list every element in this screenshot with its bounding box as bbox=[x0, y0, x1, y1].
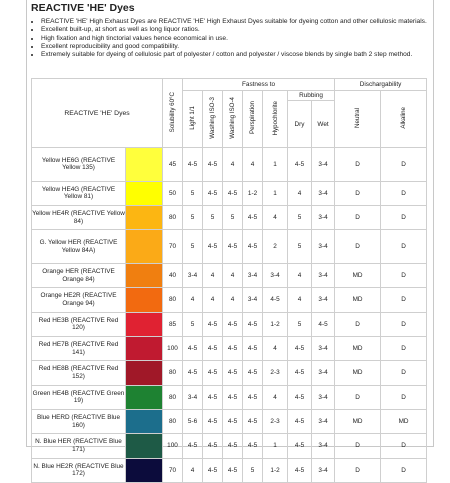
value-cell: D bbox=[335, 230, 381, 264]
color-swatch bbox=[126, 458, 163, 483]
value-cell: 70 bbox=[163, 230, 183, 264]
feature-bullet: • Excellent reproducibility and good compatibility. bbox=[41, 43, 436, 51]
fastness-col-header: Light 1/1 bbox=[183, 91, 203, 148]
dye-name-cell: Orange HE2R (REACTIVE Orange 94) bbox=[32, 288, 126, 312]
value-cell: 4-5 bbox=[243, 361, 263, 385]
value-cell: 1-2 bbox=[243, 181, 263, 205]
table-row bbox=[32, 458, 427, 483]
value-cell: 1-2 bbox=[263, 458, 288, 483]
value-cell: 4-5 bbox=[203, 181, 223, 205]
table-row bbox=[32, 263, 427, 287]
value-cell: D bbox=[381, 361, 427, 385]
value-cell: D bbox=[381, 205, 427, 229]
fastness-col-header: Washing ISO-4 bbox=[223, 91, 243, 148]
page-title: REACTIVE 'HE' Dyes bbox=[31, 2, 135, 14]
fastness-col-header: Washing ISO-3 bbox=[203, 91, 223, 148]
value-cell: 5 bbox=[183, 205, 203, 229]
value-cell: D bbox=[335, 148, 381, 182]
value-cell: 3-4 bbox=[312, 230, 335, 264]
value-cell: 70 bbox=[163, 458, 183, 483]
value-cell: 1 bbox=[263, 181, 288, 205]
dye-name-cell: N. Blue HE2R (REACTIVE Blue 172) bbox=[32, 458, 126, 483]
table-row bbox=[32, 312, 427, 336]
value-cell: D bbox=[335, 434, 381, 458]
value-cell: 4 bbox=[183, 288, 203, 312]
value-cell: 3-4 bbox=[312, 288, 335, 312]
color-swatch bbox=[126, 288, 163, 312]
value-cell: 4-5 bbox=[203, 361, 223, 385]
value-cell: 5 bbox=[183, 312, 203, 336]
value-cell: 5 bbox=[288, 205, 312, 229]
value-cell: 3-4 bbox=[312, 434, 335, 458]
value-cell: 5 bbox=[223, 205, 243, 229]
rubbing-col-header: Wet bbox=[312, 101, 335, 148]
value-cell: 5 bbox=[203, 205, 223, 229]
value-cell: 4-5 bbox=[288, 409, 312, 433]
value-cell: D bbox=[335, 385, 381, 409]
rubbing-col-header: Dry bbox=[288, 101, 312, 148]
value-cell: 80 bbox=[163, 205, 183, 229]
dye-properties-table bbox=[31, 78, 427, 483]
dye-name-cell: Yellow HE4G (REACTIVE Yellow 81) bbox=[32, 181, 126, 205]
value-cell: 4-5 bbox=[312, 312, 335, 336]
value-cell: 4-5 bbox=[203, 336, 223, 360]
color-swatch bbox=[126, 205, 163, 229]
dye-table-body bbox=[32, 148, 427, 483]
value-cell: 4 bbox=[263, 385, 288, 409]
value-cell: 4-5 bbox=[243, 336, 263, 360]
value-cell: 4 bbox=[288, 263, 312, 287]
feature-bullet: • Excellent built-up, at short as well as long liquor ratios. bbox=[41, 26, 436, 34]
value-cell: 40 bbox=[163, 263, 183, 287]
value-cell: 4-5 bbox=[288, 336, 312, 360]
value-cell: 5 bbox=[183, 230, 203, 264]
value-cell: 4-5 bbox=[243, 385, 263, 409]
value-cell: 80 bbox=[163, 361, 183, 385]
value-cell: 85 bbox=[163, 312, 183, 336]
feature-list bbox=[31, 18, 436, 59]
discharge-col-header: Neutral bbox=[335, 91, 381, 148]
value-cell: D bbox=[381, 336, 427, 360]
value-cell: 100 bbox=[163, 336, 183, 360]
dye-name-cell: Red HE8B (REACTIVE Red 152) bbox=[32, 361, 126, 385]
value-cell: MD bbox=[335, 336, 381, 360]
value-cell: 4-5 bbox=[183, 148, 203, 182]
value-cell: 4-5 bbox=[288, 434, 312, 458]
value-cell: 4-5 bbox=[288, 458, 312, 483]
value-cell: 4-5 bbox=[203, 312, 223, 336]
value-cell: D bbox=[381, 434, 427, 458]
value-cell: 3-4 bbox=[312, 458, 335, 483]
value-cell: D bbox=[381, 312, 427, 336]
value-cell: 4-5 bbox=[243, 409, 263, 433]
table-row bbox=[32, 230, 427, 264]
dischargability-header: Dischargability bbox=[335, 79, 427, 91]
value-cell: MD bbox=[335, 263, 381, 287]
value-cell: 3-4 bbox=[243, 288, 263, 312]
value-cell: 4-5 bbox=[223, 361, 243, 385]
fastness-header: Fastness to bbox=[183, 79, 335, 91]
value-cell: 3-4 bbox=[312, 181, 335, 205]
table-row bbox=[32, 385, 427, 409]
dye-name-cell: Red HE3B (REACTIVE Red 120) bbox=[32, 312, 126, 336]
value-cell: 4-5 bbox=[288, 361, 312, 385]
color-swatch bbox=[126, 336, 163, 360]
value-cell: 5 bbox=[288, 312, 312, 336]
value-cell: 4 bbox=[263, 336, 288, 360]
value-cell: D bbox=[335, 458, 381, 483]
table-row bbox=[32, 361, 427, 385]
value-cell: 4-5 bbox=[223, 409, 243, 433]
value-cell: 2-3 bbox=[263, 361, 288, 385]
value-cell: 80 bbox=[163, 385, 183, 409]
value-cell: 4 bbox=[263, 205, 288, 229]
value-cell: 4-5 bbox=[203, 458, 223, 483]
value-cell: 80 bbox=[163, 288, 183, 312]
dye-name-cell: Blue HERD (REACTIVE Blue 160) bbox=[32, 409, 126, 433]
value-cell: D bbox=[381, 181, 427, 205]
value-cell: 3-4 bbox=[312, 205, 335, 229]
value-cell: 3-4 bbox=[183, 385, 203, 409]
feature-bullet: • Extremely suitable for dyeing of cellulosic part of polyester / cotton and polyester / viscose blends by single bath 2 step method. bbox=[41, 51, 436, 59]
value-cell: 4 bbox=[203, 263, 223, 287]
value-cell: D bbox=[381, 458, 427, 483]
fastness-col-header: Perspiration bbox=[243, 91, 263, 148]
value-cell: MD bbox=[381, 409, 427, 433]
value-cell: 50 bbox=[163, 181, 183, 205]
dye-name-cell: G. Yellow HER (REACTIVE Yellow 84A) bbox=[32, 230, 126, 264]
table-row bbox=[32, 148, 427, 182]
value-cell: 4-5 bbox=[243, 434, 263, 458]
value-cell: 3-4 bbox=[312, 361, 335, 385]
value-cell: 3-4 bbox=[183, 263, 203, 287]
value-cell: 4-5 bbox=[243, 205, 263, 229]
value-cell: 4 bbox=[183, 458, 203, 483]
value-cell: D bbox=[381, 288, 427, 312]
value-cell: 4 bbox=[223, 148, 243, 182]
dye-name-header: REACTIVE 'HE' Dyes bbox=[32, 79, 163, 148]
feature-bullet: • REACTIVE 'HE' High Exhaust Dyes are REACTIVE 'HE' High Exhaust Dyes suitable for dyeing cotton and other cellulosic materials. bbox=[41, 18, 436, 26]
table-row bbox=[32, 409, 427, 433]
value-cell: MD bbox=[335, 288, 381, 312]
value-cell: 4-5 bbox=[183, 434, 203, 458]
color-swatch bbox=[126, 409, 163, 433]
value-cell: 4-5 bbox=[223, 312, 243, 336]
discharge-col-header: Alkaline bbox=[381, 91, 427, 148]
value-cell: 4-5 bbox=[223, 230, 243, 264]
value-cell: 4-5 bbox=[288, 385, 312, 409]
color-swatch bbox=[126, 263, 163, 287]
value-cell: 4-5 bbox=[243, 312, 263, 336]
color-swatch bbox=[126, 361, 163, 385]
value-cell: 4 bbox=[243, 148, 263, 182]
dye-name-cell: Yellow HE6G (REACTIVE Yellow 135) bbox=[32, 148, 126, 182]
value-cell: 1-2 bbox=[263, 312, 288, 336]
value-cell: 4-5 bbox=[203, 385, 223, 409]
value-cell: MD bbox=[335, 361, 381, 385]
dye-name-cell: Orange HER (REACTIVE Orange 84) bbox=[32, 263, 126, 287]
value-cell: 4 bbox=[288, 288, 312, 312]
value-cell: 4-5 bbox=[203, 230, 223, 264]
value-cell: 4 bbox=[223, 288, 243, 312]
value-cell: D bbox=[381, 385, 427, 409]
value-cell: 1 bbox=[263, 434, 288, 458]
value-cell: 4-5 bbox=[223, 181, 243, 205]
value-cell: 4-5 bbox=[263, 288, 288, 312]
value-cell: 4-5 bbox=[288, 148, 312, 182]
value-cell: 2-3 bbox=[263, 409, 288, 433]
value-cell: D bbox=[381, 148, 427, 182]
value-cell: 4 bbox=[288, 181, 312, 205]
value-cell: 45 bbox=[163, 148, 183, 182]
value-cell: 4 bbox=[223, 263, 243, 287]
value-cell: 3-4 bbox=[312, 148, 335, 182]
value-cell: 4-5 bbox=[223, 336, 243, 360]
color-swatch bbox=[126, 148, 163, 182]
value-cell: D bbox=[381, 230, 427, 264]
value-cell: 4-5 bbox=[203, 148, 223, 182]
value-cell: 4 bbox=[203, 288, 223, 312]
value-cell: 4-5 bbox=[243, 230, 263, 264]
value-cell: 3-4 bbox=[263, 263, 288, 287]
value-cell: 3-4 bbox=[312, 409, 335, 433]
value-cell: D bbox=[335, 181, 381, 205]
value-cell: 4-5 bbox=[183, 361, 203, 385]
dye-name-cell: Yellow HE4R (REACTIVE Yellow 84) bbox=[32, 205, 126, 229]
value-cell: 80 bbox=[163, 409, 183, 433]
value-cell: D bbox=[335, 205, 381, 229]
color-swatch bbox=[126, 434, 163, 458]
value-cell: 4-5 bbox=[223, 458, 243, 483]
value-cell: 5 bbox=[183, 181, 203, 205]
value-cell: 5-6 bbox=[183, 409, 203, 433]
dye-name-cell: Green HE4B (REACTIVE Green 19) bbox=[32, 385, 126, 409]
value-cell: D bbox=[381, 263, 427, 287]
fastness-col-header: Hypochlorite bbox=[263, 91, 288, 148]
color-swatch bbox=[126, 230, 163, 264]
value-cell: 2 bbox=[263, 230, 288, 264]
value-cell: 3-4 bbox=[243, 263, 263, 287]
dye-name-cell: N. Blue HER (REACTIVE Blue 171) bbox=[32, 434, 126, 458]
value-cell: 4-5 bbox=[223, 434, 243, 458]
solubility-header: Solubility 60°C bbox=[163, 79, 183, 148]
value-cell: 3-4 bbox=[312, 336, 335, 360]
value-cell: 5 bbox=[243, 458, 263, 483]
dye-name-cell: Red HE7B (REACTIVE Red 141) bbox=[32, 336, 126, 360]
value-cell: 1 bbox=[263, 148, 288, 182]
table-row bbox=[32, 288, 427, 312]
value-cell: 100 bbox=[163, 434, 183, 458]
value-cell: 4-5 bbox=[203, 409, 223, 433]
rubbing-header: Rubbing bbox=[288, 91, 335, 101]
value-cell: 4-5 bbox=[223, 385, 243, 409]
value-cell: 5 bbox=[288, 230, 312, 264]
feature-bullet: • High fixation and high tinctorial values hence economical in use. bbox=[41, 35, 436, 43]
table-row bbox=[32, 336, 427, 360]
value-cell: D bbox=[335, 312, 381, 336]
color-swatch bbox=[126, 181, 163, 205]
value-cell: 3-4 bbox=[312, 385, 335, 409]
value-cell: MD bbox=[335, 409, 381, 433]
table-row bbox=[32, 434, 427, 458]
table-row bbox=[32, 181, 427, 205]
value-cell: 3-4 bbox=[312, 263, 335, 287]
value-cell: 4-5 bbox=[203, 434, 223, 458]
value-cell: 4-5 bbox=[183, 336, 203, 360]
color-swatch bbox=[126, 312, 163, 336]
table-row bbox=[32, 205, 427, 229]
color-swatch bbox=[126, 385, 163, 409]
